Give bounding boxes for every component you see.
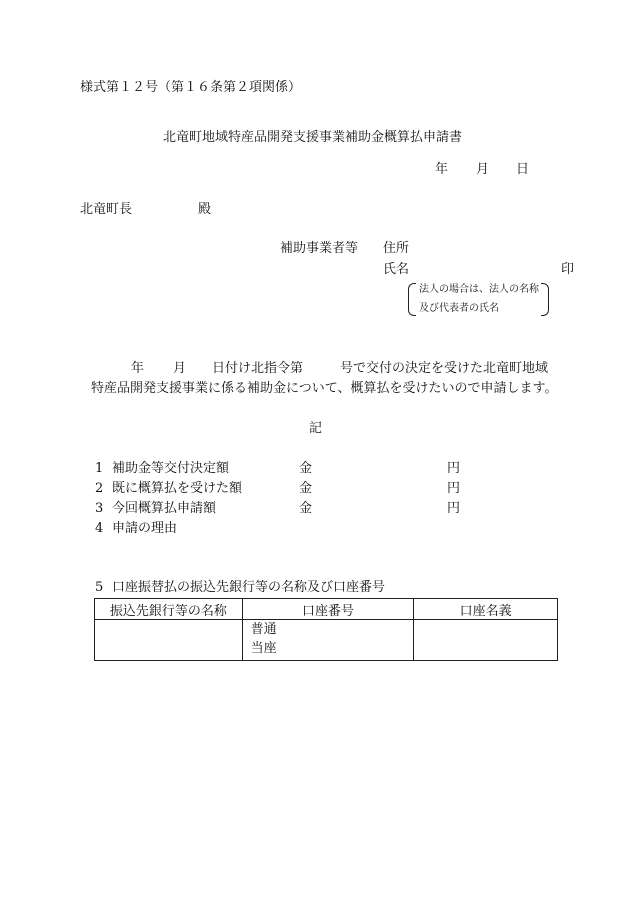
addressee-name: 北竜町長: [80, 202, 133, 217]
item-kin: 金: [299, 501, 313, 516]
applicant-label: 補助事業者等: [280, 241, 359, 256]
date-year: 年: [435, 162, 449, 177]
bank-name-cell: [95, 620, 243, 661]
item-yen: 円: [447, 501, 461, 516]
item-label: 今回概算払申請額: [112, 501, 217, 516]
address-label: 住所: [383, 241, 410, 256]
bank-account-table: [94, 598, 558, 661]
body-rest: 号で交付の決定を受けた北竜町地域: [340, 361, 549, 376]
column-account-holder: 口座名義: [414, 599, 558, 620]
item-number: 2: [95, 481, 104, 496]
seal-mark: 印: [561, 262, 575, 277]
account-holder-cell: [414, 620, 558, 661]
addressee-honorific: 殿: [198, 202, 212, 217]
item-number: 1: [95, 461, 104, 476]
item-label: 申請の理由: [112, 521, 178, 536]
account-number-cell: [242, 620, 414, 661]
date-day: 日: [516, 162, 530, 177]
body-year: 年: [131, 361, 145, 376]
bank-heading-text: 口座振替払の振込先銀行等の名称及び口座番号: [112, 580, 386, 595]
table-header-row: [95, 599, 558, 620]
corp-note-line1: 法人の場合は、法人の名称: [419, 284, 539, 295]
form-number: 様式第１２号（第１６条第２項関係）: [80, 80, 302, 95]
body-month: 月: [173, 361, 187, 376]
item-number: 3: [95, 501, 104, 516]
account-type-futsu: 普通: [250, 622, 277, 637]
date-month: 月: [476, 162, 490, 177]
body-line2: 特産品開発支援事業に係る補助金について、概算払を受けたいので申請します。: [91, 381, 558, 396]
table-row: [95, 620, 558, 661]
bank-heading-number: 5: [95, 580, 104, 595]
item-number: 4: [95, 521, 104, 536]
document-title: 北竜町地域特産品開発支援事業補助金概算払申請書: [163, 130, 463, 145]
body-dated: 日付け北指令第: [212, 361, 304, 376]
item-label: 既に概算払を受けた額: [112, 481, 243, 496]
column-bank-name: 振込先銀行等の名称: [95, 599, 243, 620]
bracket-left: [408, 283, 416, 316]
ki-marker: 記: [309, 421, 323, 436]
bracket-right: [541, 283, 549, 316]
name-label: 氏名: [383, 262, 410, 277]
account-type-toza: 当座: [250, 641, 277, 656]
item-yen: 円: [447, 481, 461, 496]
item-yen: 円: [447, 461, 461, 476]
column-account-number: 口座番号: [242, 599, 414, 620]
item-kin: 金: [299, 461, 313, 476]
corp-note-line2: 及び代表者の氏名: [419, 303, 499, 314]
item-label: 補助金等交付決定額: [112, 461, 230, 476]
item-kin: 金: [299, 481, 313, 496]
